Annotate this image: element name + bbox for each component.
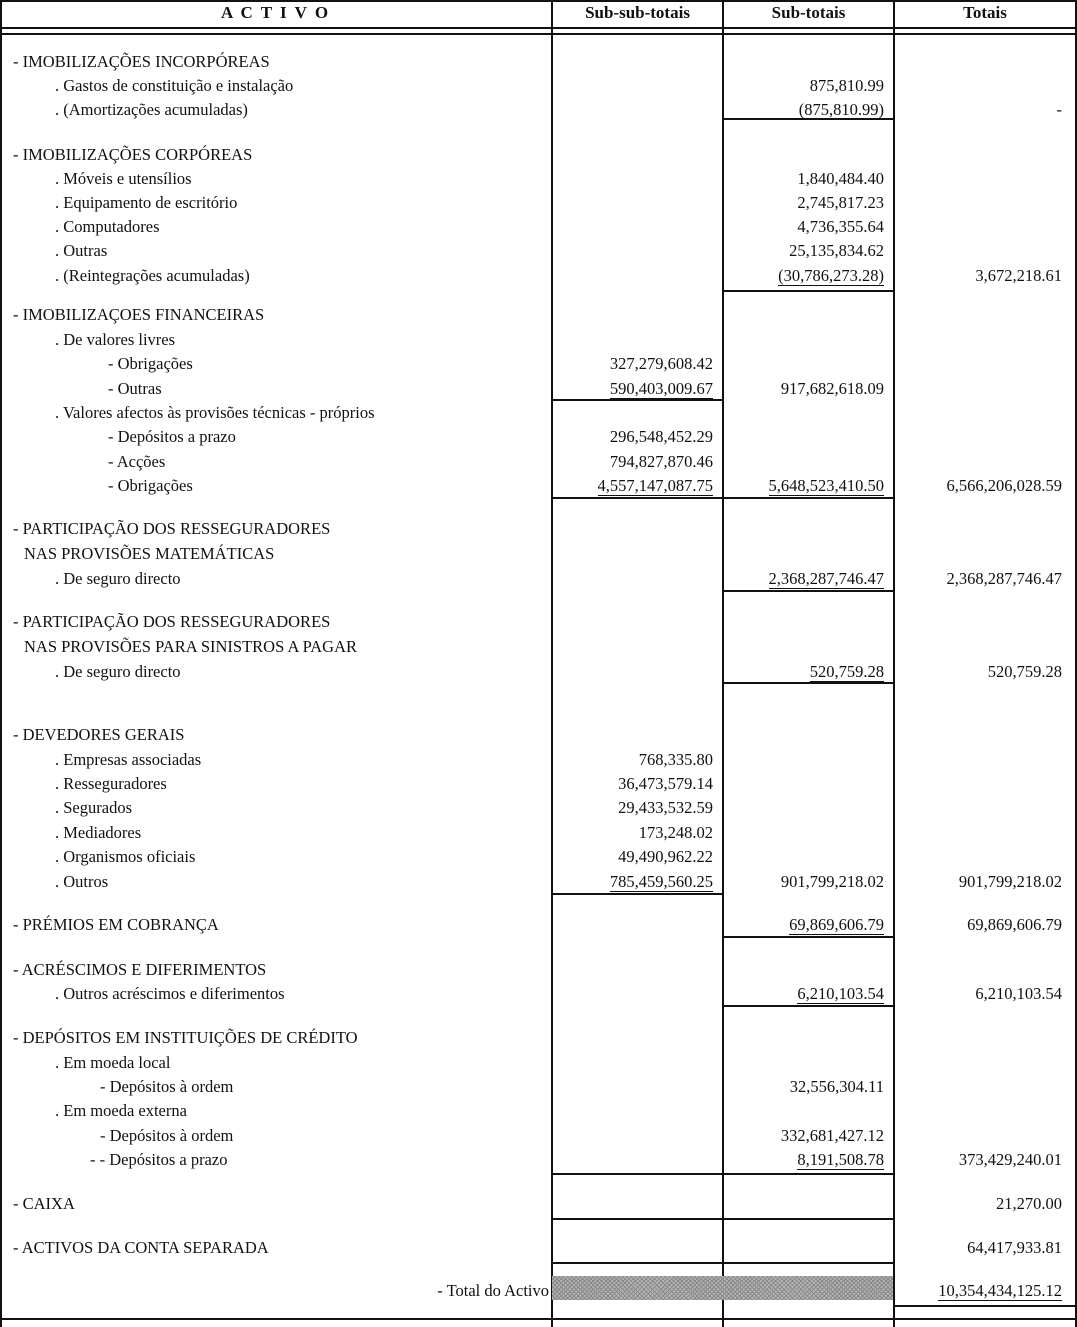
header-underline (0, 33, 1077, 35)
row-label: - - Depósitos a prazo (90, 1150, 228, 1169)
sub-total-value: (30,786,273.28) (778, 266, 884, 285)
row-label: . Organismos oficiais (55, 847, 196, 866)
section-rule (553, 497, 722, 499)
row-label: . Móveis e utensílios (55, 169, 192, 188)
sub-sub-total-value: 49,490,962.22 (618, 847, 713, 866)
row-label: . Computadores (55, 217, 160, 236)
header-sub-totais: Sub-totais (771, 3, 846, 22)
total-hatched-area (552, 1276, 893, 1300)
row-label: NAS PROVISÕES PARA SINISTROS A PAGAR (24, 637, 358, 656)
sub-sub-total-value: 590,403,009.67 (609, 379, 713, 398)
sub-sub-total-value: 29,433,532.59 (618, 798, 713, 817)
section-rule (553, 893, 722, 895)
sub-total-value: 2,368,287,746.47 (768, 569, 884, 588)
sub-total-value: 32,556,304.11 (789, 1077, 884, 1096)
total-column-value: 3,672,218.61 (975, 266, 1062, 285)
section-rule (553, 1218, 893, 1220)
row-label: - Depósitos a prazo (108, 427, 236, 446)
sub-total-value: 69,869,606.79 (789, 915, 884, 934)
row-label: - IMOBILIZAÇOES FINANCEIRAS (13, 305, 265, 324)
row-label: - Obrigações (108, 476, 193, 495)
sub-total-value: 520,759.28 (809, 662, 884, 681)
frame-bottom (0, 1318, 1077, 1320)
row-label: - Acções (108, 452, 166, 471)
section-rule (724, 936, 893, 938)
column-divider (893, 0, 895, 1327)
row-label: . Resseguradores (55, 774, 167, 793)
sub-total-value: 332,681,427.12 (780, 1126, 884, 1145)
section-rule (724, 497, 893, 499)
total-rule (895, 1305, 1075, 1307)
sub-total-value: 917,682,618.09 (780, 379, 884, 398)
section-rule (553, 399, 722, 401)
total-column-value: 69,869,606.79 (967, 915, 1062, 934)
row-label: . De seguro directo (55, 569, 181, 588)
section-rule (724, 290, 893, 292)
row-label: . Outros (55, 872, 109, 891)
sub-total-value: 25,135,834.62 (789, 241, 884, 260)
frame-left (0, 0, 2, 1327)
sub-total-value: 4,736,355.64 (797, 217, 884, 236)
header-sub-sub-totais: Sub-sub-totais (585, 3, 690, 22)
section-rule (724, 682, 893, 684)
total-column-value: 373,429,240.01 (958, 1150, 1062, 1169)
sub-sub-total-value: 173,248.02 (638, 823, 713, 842)
sub-total-value: 6,210,103.54 (797, 984, 884, 1003)
header-activo: A C T I V O (220, 3, 331, 22)
total-column-value: 64,417,933.81 (967, 1238, 1062, 1257)
sub-sub-total-value: 785,459,560.25 (609, 872, 713, 891)
sub-total-value: 5,648,523,410.50 (768, 476, 884, 495)
row-label: - PRÉMIOS EM COBRANÇA (13, 915, 219, 934)
total-column-value: 520,759.28 (987, 662, 1062, 681)
row-label: . De valores livres (55, 330, 176, 349)
column-divider (722, 0, 724, 1327)
frame-top (0, 0, 1077, 2)
header-totais: Totais (963, 3, 1007, 22)
row-label: - ACRÉSCIMOS E DIFERIMENTOS (13, 960, 267, 979)
row-label: . Empresas associadas (55, 750, 202, 769)
sub-sub-total-value: 794,827,870.46 (609, 452, 713, 471)
row-label: . Equipamento de escritório (55, 193, 238, 212)
row-label: - Depósitos à ordem (100, 1077, 234, 1096)
row-label: - CAIXA (13, 1194, 75, 1213)
row-label: - PARTICIPAÇÃO DOS RESSEGURADORES (13, 519, 331, 538)
sub-sub-total-value: 296,548,452.29 (609, 427, 713, 446)
row-label: - PARTICIPAÇÃO DOS RESSEGURADORES (13, 612, 331, 631)
row-label: NAS PROVISÕES MATEMÁTICAS (24, 544, 275, 563)
header-underline (0, 27, 1077, 29)
total-column-value: 21,270.00 (996, 1194, 1062, 1213)
row-label: . Segurados (55, 798, 132, 817)
row-label: - IMOBILIZAÇÕES CORPÓREAS (13, 145, 253, 164)
section-rule (724, 1005, 893, 1007)
sub-total-value: 8,191,508.78 (797, 1150, 884, 1169)
sub-total-value: (875,810.99) (798, 100, 884, 119)
row-label: . Outros acréscimos e diferimentos (55, 984, 285, 1003)
row-label: - Outras (108, 379, 162, 398)
row-label: - IMOBILIZAÇÕES INCORPÓREAS (13, 52, 270, 71)
section-rule (553, 1262, 893, 1264)
row-label: - DEVEDORES GERAIS (13, 725, 185, 744)
row-label: - Depósitos à ordem (100, 1126, 234, 1145)
section-rule (553, 1173, 893, 1175)
row-label: . Em moeda externa (55, 1101, 187, 1120)
sub-total-value: 901,799,218.02 (780, 872, 884, 891)
total-column-value: 6,210,103.54 (975, 984, 1062, 1003)
sub-sub-total-value: 4,557,147,087.75 (597, 476, 713, 495)
row-label: . Gastos de constituição e instalação (55, 76, 294, 95)
sub-sub-total-value: 327,279,608.42 (609, 354, 713, 373)
total-column-value: - (1056, 100, 1062, 119)
total-value: 10,354,434,125.12 (938, 1281, 1062, 1300)
section-rule (724, 590, 893, 592)
row-label: - ACTIVOS DA CONTA SEPARADA (13, 1238, 269, 1257)
row-label: . (Amortizações acumuladas) (55, 100, 248, 119)
row-label: - Obrigações (108, 354, 193, 373)
row-label: . Outras (55, 241, 108, 260)
row-label: . (Reintegrações acumuladas) (55, 266, 250, 285)
sub-total-value: 875,810.99 (809, 76, 884, 95)
sub-sub-total-value: 768,335.80 (638, 750, 713, 769)
total-column-value: 6,566,206,028.59 (946, 476, 1062, 495)
row-label: . Mediadores (55, 823, 142, 842)
row-label: - DEPÓSITOS EM INSTITUIÇÕES DE CRÉDITO (13, 1028, 358, 1047)
column-divider (551, 0, 553, 1327)
total-label: - Total do Activo (437, 1281, 549, 1300)
total-column-value: 901,799,218.02 (958, 872, 1062, 891)
sub-total-value: 1,840,484.40 (797, 169, 884, 188)
row-label: . Em moeda local (55, 1053, 171, 1072)
total-column-value: 2,368,287,746.47 (946, 569, 1062, 588)
row-label: . Valores afectos às provisões técnicas - próprios (55, 403, 375, 422)
row-label: . De seguro directo (55, 662, 181, 681)
sub-total-value: 2,745,817.23 (797, 193, 884, 212)
sub-sub-total-value: 36,473,579.14 (618, 774, 713, 793)
